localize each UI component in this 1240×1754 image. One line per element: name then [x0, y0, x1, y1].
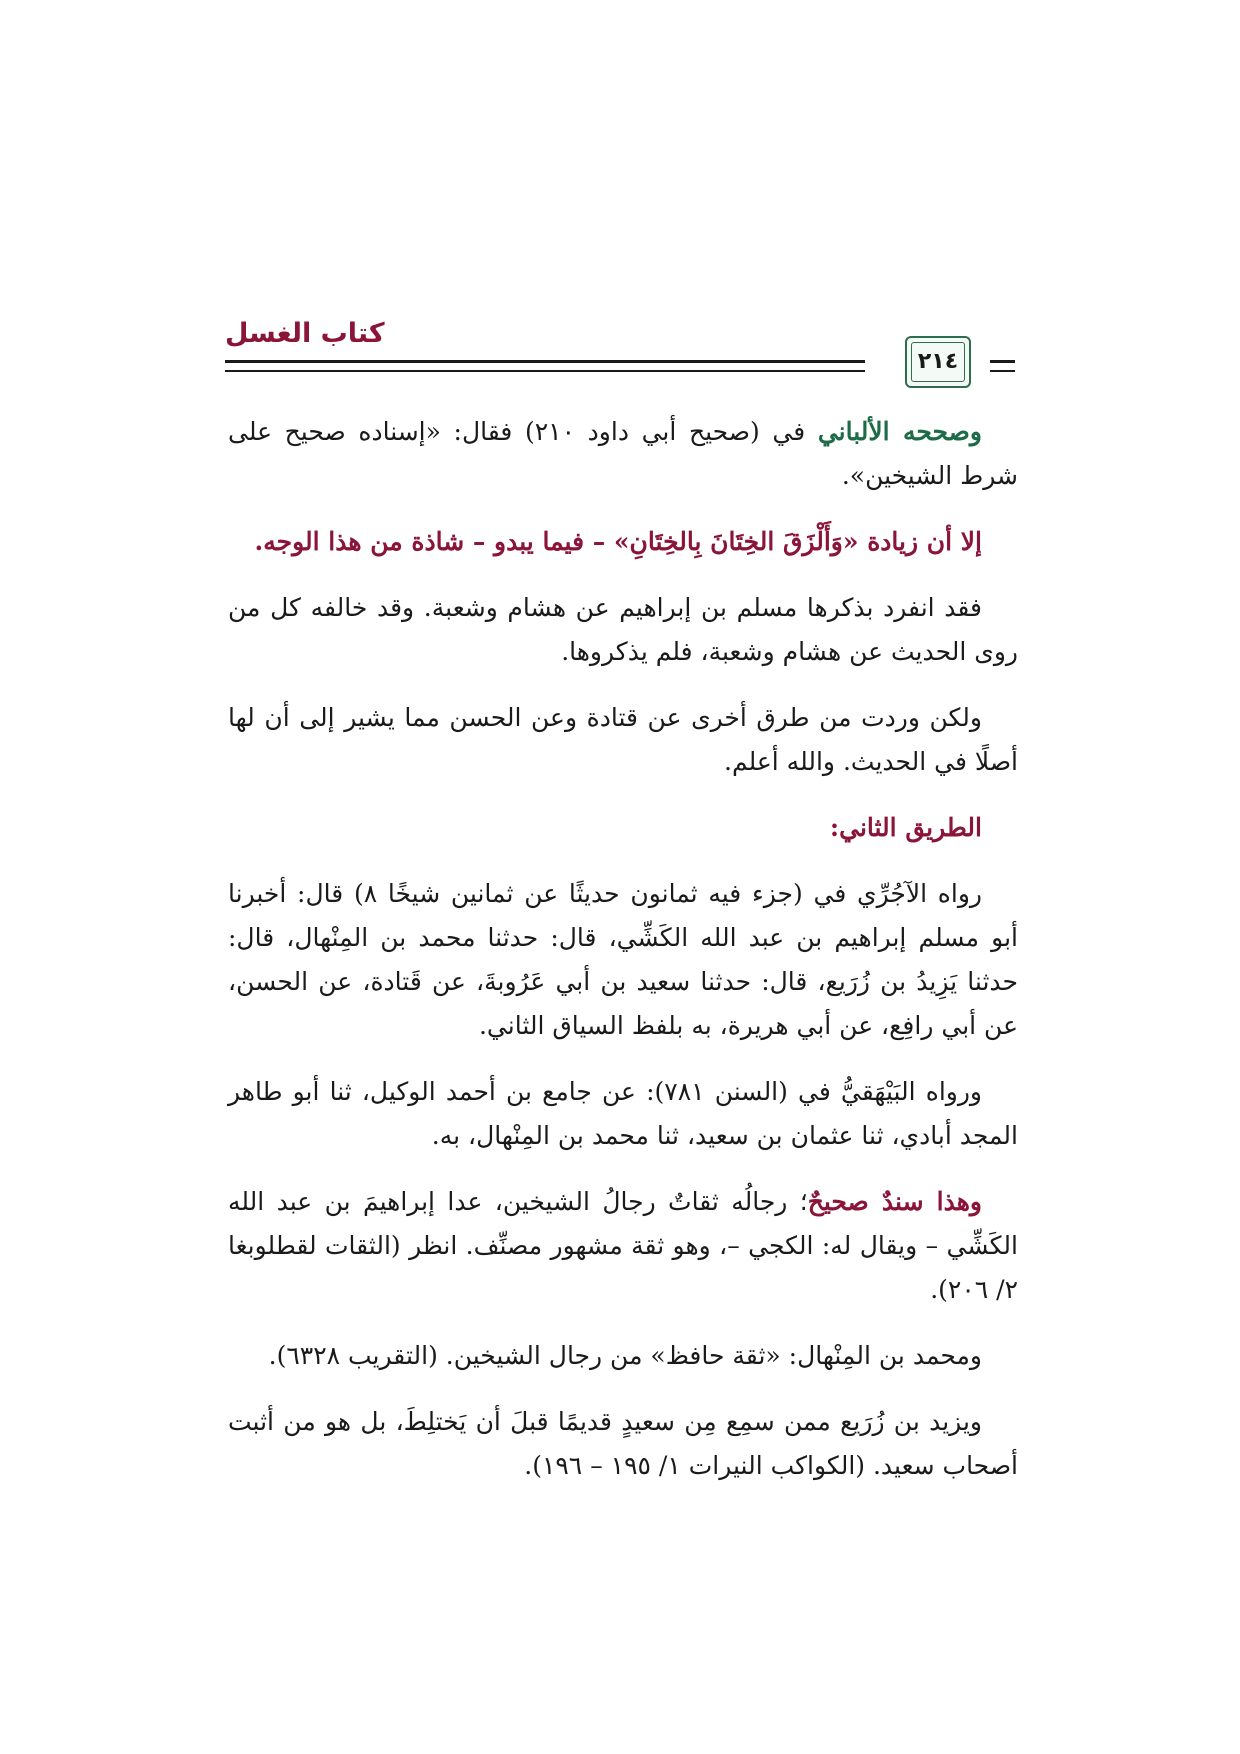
paragraph-3: فقد انفرد بذكرها مسلم بن إبراهيم عن هشام وشعبة. وقد خالفه كل من روى الحديث عن هشام وشعبة، فلم يذكروها. [228, 593, 1018, 666]
paragraph-5: رواه الآجُرِّي في (جزء فيه ثمانون حديثًا عن ثمانين شيخًا ٨) قال: أخبرنا أبو مسلم إبراهيم بن عبد الله الكَشِّي، قال: حدثنا محمد بن المِنْهال، قال: حدثنا يَزِيدُ بن زُرَيع، قال: حدثنا سعيد بن أبي عَرُوبةَ، عن قَتادة، عن الحسن، عن أبي رافِع، عن أبي هريرة، به بلفظ السياق الثاني. [228, 879, 1018, 1040]
paragraph-8: ومحمد بن المِنْهال: «ثقة حافظ» من رجال الشيخين. (التقريب ٦٣٢٨). [268, 1341, 982, 1370]
header-rule-bottom-right [990, 370, 1015, 372]
section-title: الطريق الثاني: [829, 813, 982, 842]
header-rule-bottom [225, 370, 865, 372]
paragraph-1 [228, 410, 1018, 498]
paragraph-7 [228, 1180, 1018, 1312]
paragraph-2-highlight: إلا أن زيادة «وَأَلْزَقَ الخِتَانَ بِالخِتَانِ» – فيما يبدو – شاذة من هذا الوجه. [254, 527, 982, 556]
page-header [225, 318, 1015, 390]
paragraph-1-text: في (صحيح أبي داود ٢١٠) فقال: «إسناده صحيح على شرط الشيخين». [228, 417, 1018, 490]
page-number-badge [905, 336, 971, 388]
page-number: ٢١٤ [917, 349, 959, 374]
book-title: كتاب الغسل [225, 318, 385, 349]
header-rule-top-right [990, 360, 1015, 363]
page-body [228, 410, 1018, 1510]
paragraph-7-text: ؛ رجالُه ثقاتٌ رجالُ الشيخين، عدا إبراهيمَ بن عبد الله الكَشِّي – ويقال له: الكجي –، وهو ثقة مشهور مصنِّف. انظر (الثقات لقطلوبغا ٢/ ٢٠٦). [228, 1187, 1018, 1304]
header-rule-top [225, 360, 865, 363]
paragraph-6: ورواه البَيْهَقيُّ في (السنن ٧٨١): عن جامع بن أحمد الوكيل، ثنا أبو طاهر المجد أبادي، ثنا عثمان بن سعيد، ثنا محمد بن المِنْهال، به. [228, 1077, 1018, 1150]
paragraph-4: ولكن وردت من طرق أخرى عن قتادة وعن الحسن مما يشير إلى أن لها أصلًا في الحديث. والله أعلم. [228, 703, 1018, 776]
paragraph-9: ويزيد بن زُرَيع ممن سمِع مِن سعيدٍ قديمًا قبلَ أن يَختلِطَ، بل هو من أثبت أصحاب سعيد. (الكواكب النيرات ١/ ١٩٥ – ١٩٦). [228, 1407, 1018, 1480]
sanad-lead: وهذا سندٌ صحيحٌ [807, 1187, 982, 1216]
albani-lead: وصححه الألباني [817, 417, 982, 446]
